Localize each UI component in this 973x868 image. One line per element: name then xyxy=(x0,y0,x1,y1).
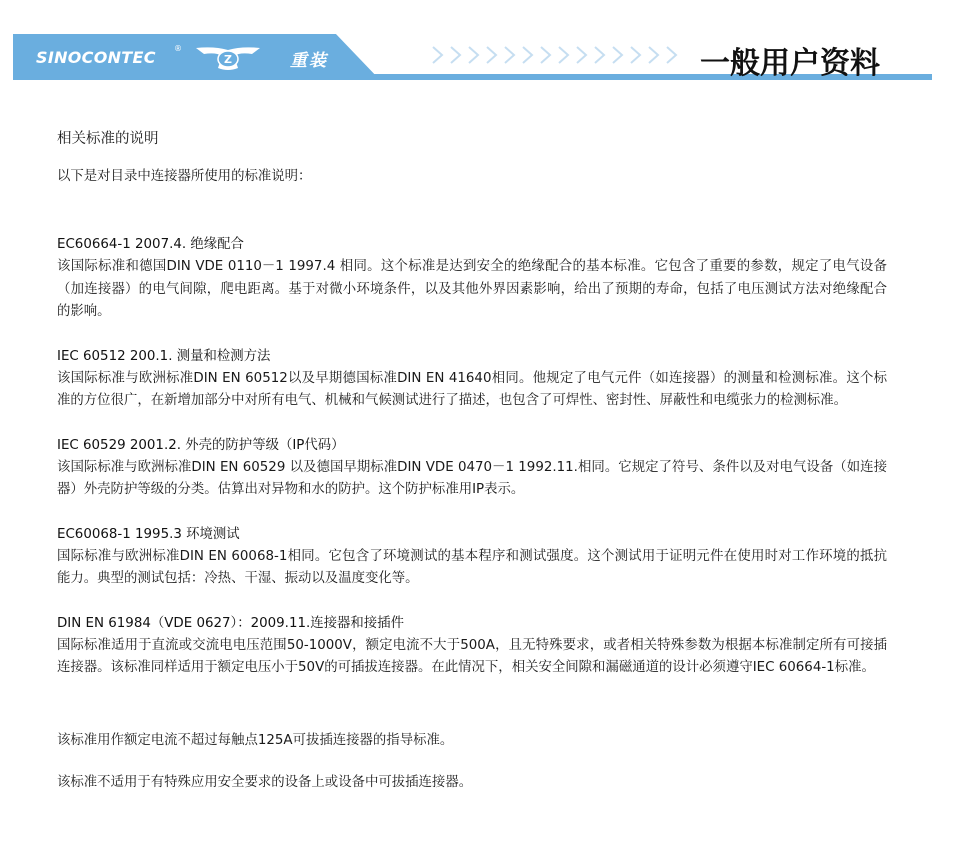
intro-text: 以下是对目录中连接器所使用的标准说明： xyxy=(57,169,312,184)
standard-description: 该国际标准和德国DIN VDE 0110－1 1997.4 相同。这个标准是达到安全的绝缘配合的基本标准。它包含了重要的参数，规定了电气设备（加连接器）的电气间隙，爬电距离。基于对微小环境条件，以及其他外界因素影响，给出了预期的寿命，包括了电压测试方法对绝缘配合的影响。 xyxy=(57,259,887,319)
chevron-right-icon xyxy=(430,44,446,66)
standard-title: IEC 60529 2001.2. 外壳的防护等级（IP代码） xyxy=(57,437,345,453)
chevron-right-icon xyxy=(646,44,662,66)
standard-title: EC60068-1 1995.3 环境测试 xyxy=(57,526,240,542)
standard-title: IEC 60512 200.1. 测量和检测方法 xyxy=(57,348,271,364)
chevron-right-icon xyxy=(466,44,482,66)
brand-chinese-name: 重装 xyxy=(290,51,328,71)
standard-description: 国际标准适用于直流或交流电电压范围50-1000V，额定电流不大于500A，且无特殊要求，或者相关特殊参数为根据本标准制定所有可接插连接器。该标准同样适用于额定电压小于50V的可插拔连接器。在此情况下，相关安全间隙和漏磁通道的设计必须遵守IEC 60664-1标准。 xyxy=(57,637,887,675)
chevron-right-icon xyxy=(628,44,644,66)
document-body xyxy=(57,126,887,794)
chevron-right-icon xyxy=(664,44,680,66)
standard-title: DIN EN 61984（VDE 0627）：2009.11.连接器和接插件 xyxy=(57,615,404,631)
chevron-right-icon xyxy=(448,44,464,66)
standard-item xyxy=(57,613,887,680)
chevron-right-icon xyxy=(610,44,626,66)
standard-item xyxy=(57,346,887,413)
brand-registered-mark: ® xyxy=(174,44,182,53)
chevron-right-icon xyxy=(538,44,554,66)
chevron-right-icon xyxy=(556,44,572,66)
standard-description: 国际标准与欧洲标准DIN EN 60068-1相同。它包含了环境测试的基本程序和测试强度。这个测试用于证明元件在使用时对工作环境的抵抗能力。典型的测试包括：冷热、干湿、振动以及温度变化等。 xyxy=(57,548,887,586)
chevron-right-icon xyxy=(574,44,590,66)
standard-description: 该国际标准与欧洲标准DIN EN 60512以及早期德国标准DIN EN 41640相同。他规定了电气元件（如连接器）的测量和检测标准。这个标准的方位很广，在新增加部分中对所有电气、机械和气候测试进行了描述，也包含了可焊性、密封性、屏蔽性和电缆张力的检测标准。 xyxy=(57,370,887,408)
page-header xyxy=(0,0,973,90)
chevron-right-icon xyxy=(502,44,518,66)
chevron-right-icon xyxy=(592,44,608,66)
chevron-decoration xyxy=(430,44,692,66)
standard-item xyxy=(57,524,887,591)
standard-item xyxy=(57,435,887,502)
standard-title: EC60664-1 2007.4. 绝缘配合 xyxy=(57,237,244,252)
standard-description: 该国际标准与欧洲标准DIN EN 60529 以及德国早期标准DIN VDE 0470－1 1992.11.相同。它规定了符号、条件以及对电气设备（如连接器）外壳防护等级的分类。估算出对异物和水的防护。这个防护标准用IP表示。 xyxy=(57,459,887,497)
chevron-right-icon xyxy=(484,44,500,66)
standard-item xyxy=(57,234,887,324)
sinocontec-logo-icon xyxy=(194,44,262,72)
page-title: 一般用户资料 xyxy=(700,46,880,81)
svg-text:Z: Z xyxy=(224,53,232,66)
note-text: 该标准不适用于有特殊应用安全要求的设备上或设备中可拔插连接器。 xyxy=(57,774,473,790)
brand-name: SINOCONTEC xyxy=(36,48,156,67)
chevron-right-icon xyxy=(520,44,536,66)
note-text: 该标准用作额定电流不超过每触点125A可拔插连接器的指导标准。 xyxy=(57,732,454,748)
section-heading: 相关标准的说明 xyxy=(57,131,159,147)
